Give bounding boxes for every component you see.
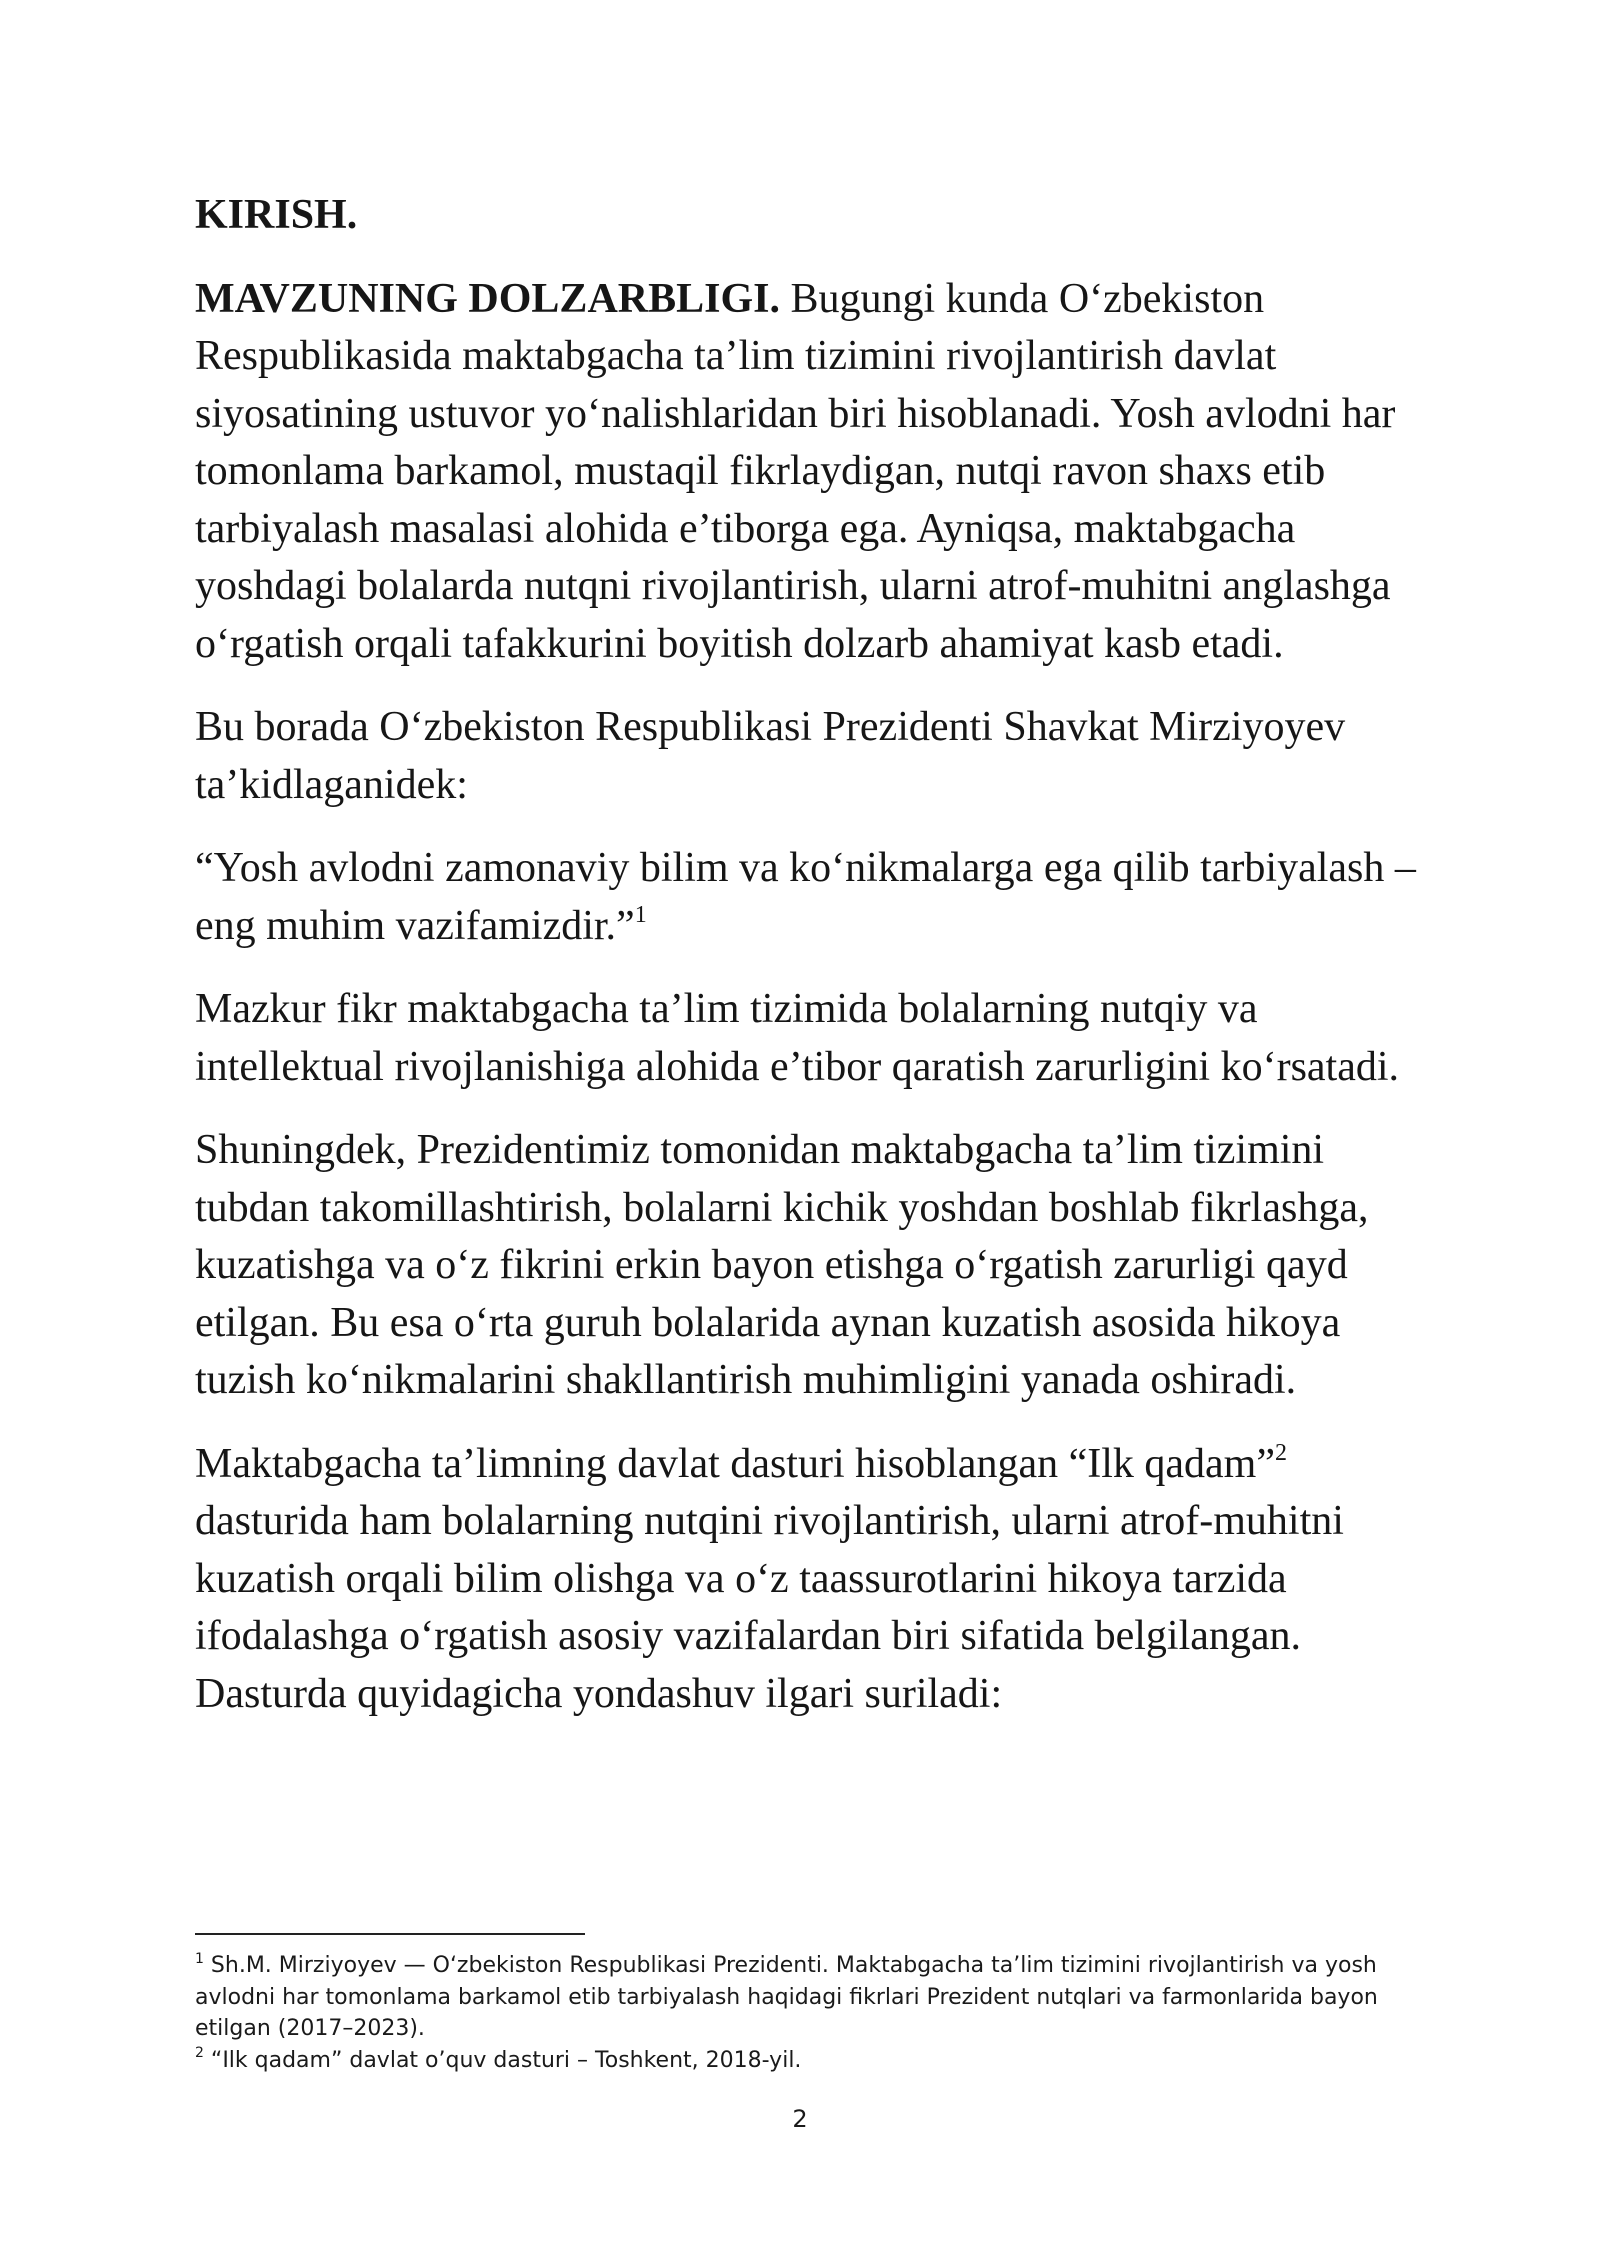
section-heading: KIRISH. (195, 192, 358, 238)
intro-paragraph (195, 271, 1425, 674)
footnote-marker-1: 1 (195, 1950, 204, 1967)
footnote-1 (195, 1950, 1425, 2045)
paragraph-thought: Mazkur fikr maktabgacha ta’lim tizimida bolalarning nutqiy va intellektual rivojlanishiga alohida e’tibor qaratish zarurligini ko‘rsatadi. (195, 986, 1400, 1090)
program-text-before: Maktabgacha ta’limning davlat dasturi hisoblangan “Ilk qadam” (195, 1440, 1275, 1487)
paragraph-also: Shuningdek, Prezidentimiz tomonidan maktabgacha ta’lim tizimini tubdan takomillashtirish, bolalarni kichik yoshdan boshlab fikrlashga, kuzatishga va o‘z fikrini erkin bayon etishga o‘rgatish zarurligi qayd etilgan. Bu esa o‘rta guruh bolalarida aynan kuzatish asosida hikoya tuzish ko‘nikmalarini shakllantirish muhimligini yanada oshiradi. (195, 1127, 1369, 1403)
footnote-2 (195, 2045, 1425, 2077)
footnote-separator (195, 1933, 585, 1935)
footnote-text-2: “Ilk qadam” davlat o’quv dasturi – Toshkent, 2018-yil. (203, 2047, 802, 2073)
body-text (195, 187, 1425, 1749)
quote-text: “Yosh avlodni zamonaviy bilim va ko‘nikmalarga ega qilib tarbiyalash – eng muhim vazifamizdir.” (195, 845, 1416, 949)
quote-paragraph (195, 840, 1425, 955)
footnote-ref-1[interactable]: 1 (634, 901, 647, 928)
page-number: 2 (792, 2105, 808, 2133)
intro-lead: MAVZUNING DOLZARBLIGI. (195, 275, 780, 322)
paragraph-president: Bu borada O‘zbekiston Respublikasi Prezidenti Shavkat Mirziyoyev ta’kidlaganidek: (195, 704, 1346, 808)
program-text-after: dasturida ham bolalarning nutqini rivojlantirish, ularni atrof-muhitni kuzatish orqali bilim olishga va o‘z taassurotlarini hikoya tarzida ifodalashga o‘rgatish asosiy vazifalardan biri sifatida belgilangan. Dasturda quyidagicha yondashuv ilgari suriladi: (195, 1498, 1344, 1717)
footnote-text-1: Sh.M. Mirziyoyev — O‘zbekiston Respublikasi Prezidenti. Maktabgacha ta’lim tizimini rivojlantirish va yosh avlodni har tomonlama barkamol etib tarbiyalash haqidagi fikrlari Prezident nutqlari va farmonlarida bayon etilgan (2017–2023). (195, 1953, 1378, 2041)
footnote-marker-2: 2 (195, 2045, 204, 2062)
intro-text: Bugungi kunda O‘zbekiston Respublikasida maktabgacha ta’lim tizimini rivojlantirish davlat siyosatining ustuvor yo‘nalishlaridan biri hisoblanadi. Yosh avlodni har tomonlama barkamol, mustaqil fikrlaydigan, nutqi ravon shaxs etib tarbiyalash masalasi alohida e’tiborga ega. Ayniqsa, maktabgacha yoshdagi bolalarda nutqni rivojlantirish, ularni atrof-muhitni anglashga o‘rgatish orqali tafakkurini boyitish dolzarb ahamiyat kasb etadi. (195, 275, 1396, 667)
footnotes (195, 1950, 1425, 2076)
footnote-ref-2[interactable]: 2 (1274, 1439, 1287, 1466)
paragraph-program (195, 1436, 1425, 1724)
